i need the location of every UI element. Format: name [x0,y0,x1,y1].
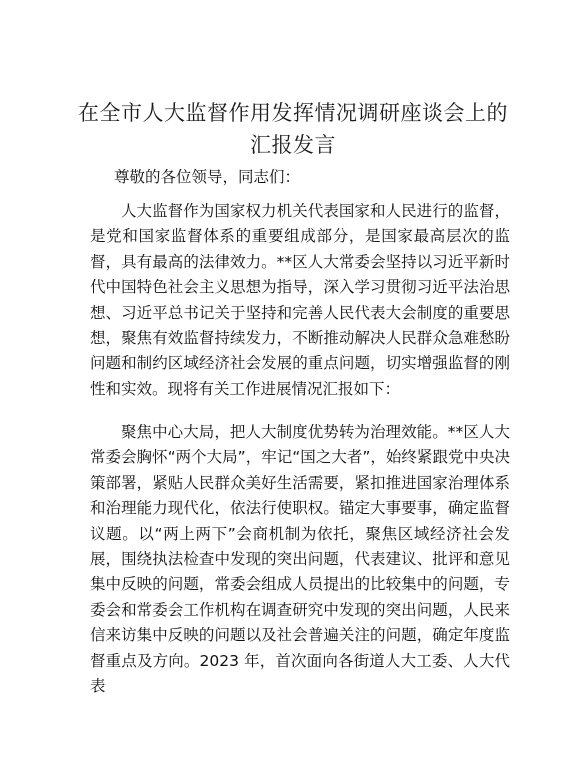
body-paragraph-1: 人大监督作为国家权力机关代表国家和人民进行的监督，是党和国家监督体系的重要组成部分，是国家最高层次的监督，具有最高的法律效力。**区人大常委会坚持以习近平新时代中国特色社会主义思想为指导，深入学习贯彻习近平法治思想、习近平总书记关于坚持和完善人民代表大会制度的重要思想，聚焦有效监督持续发力，不断推动解决人民群众急难愁盼问题和制约区域经济社会发展的重点问题，切实增强监督的刚性和实效。现将有关工作进展情况汇报如下： [90,202,510,398]
document-title-line-1: 在全市人大监督作用发挥情况调研座谈会上的 [78,101,508,125]
salutation: 尊敬的各位领导，同志们： [114,168,301,186]
body-paragraph-2: 聚焦中心大局，把人大制度优势转为治理效能。**区人大常委会胸怀“两个大局”，牢记“国之大者”，始终紧跟党中央决策部署，紧贴人民群众美好生活需要，紧扣推进国家治理体系和治理能力现代化，依法行使职权。锚定大事要事，确定监督议题。以“两上两下”会商机制为依托，聚焦区域经济社会发展，围绕执法检查中发现的突出问题，代表建议、批评和意见集中反映的问题，常委会组成人员提出的比较集中的问题，专委会和常委会工作机构在调查研究中发现的突出问题，人民来信来访集中反映的问题以及社会普遍关注的问题，确定年度监督重点及方向。2023 年，首次面向各街道人大工委、人大代表 [90,423,510,696]
document-title-line-2: 汇报发言 [250,133,336,157]
